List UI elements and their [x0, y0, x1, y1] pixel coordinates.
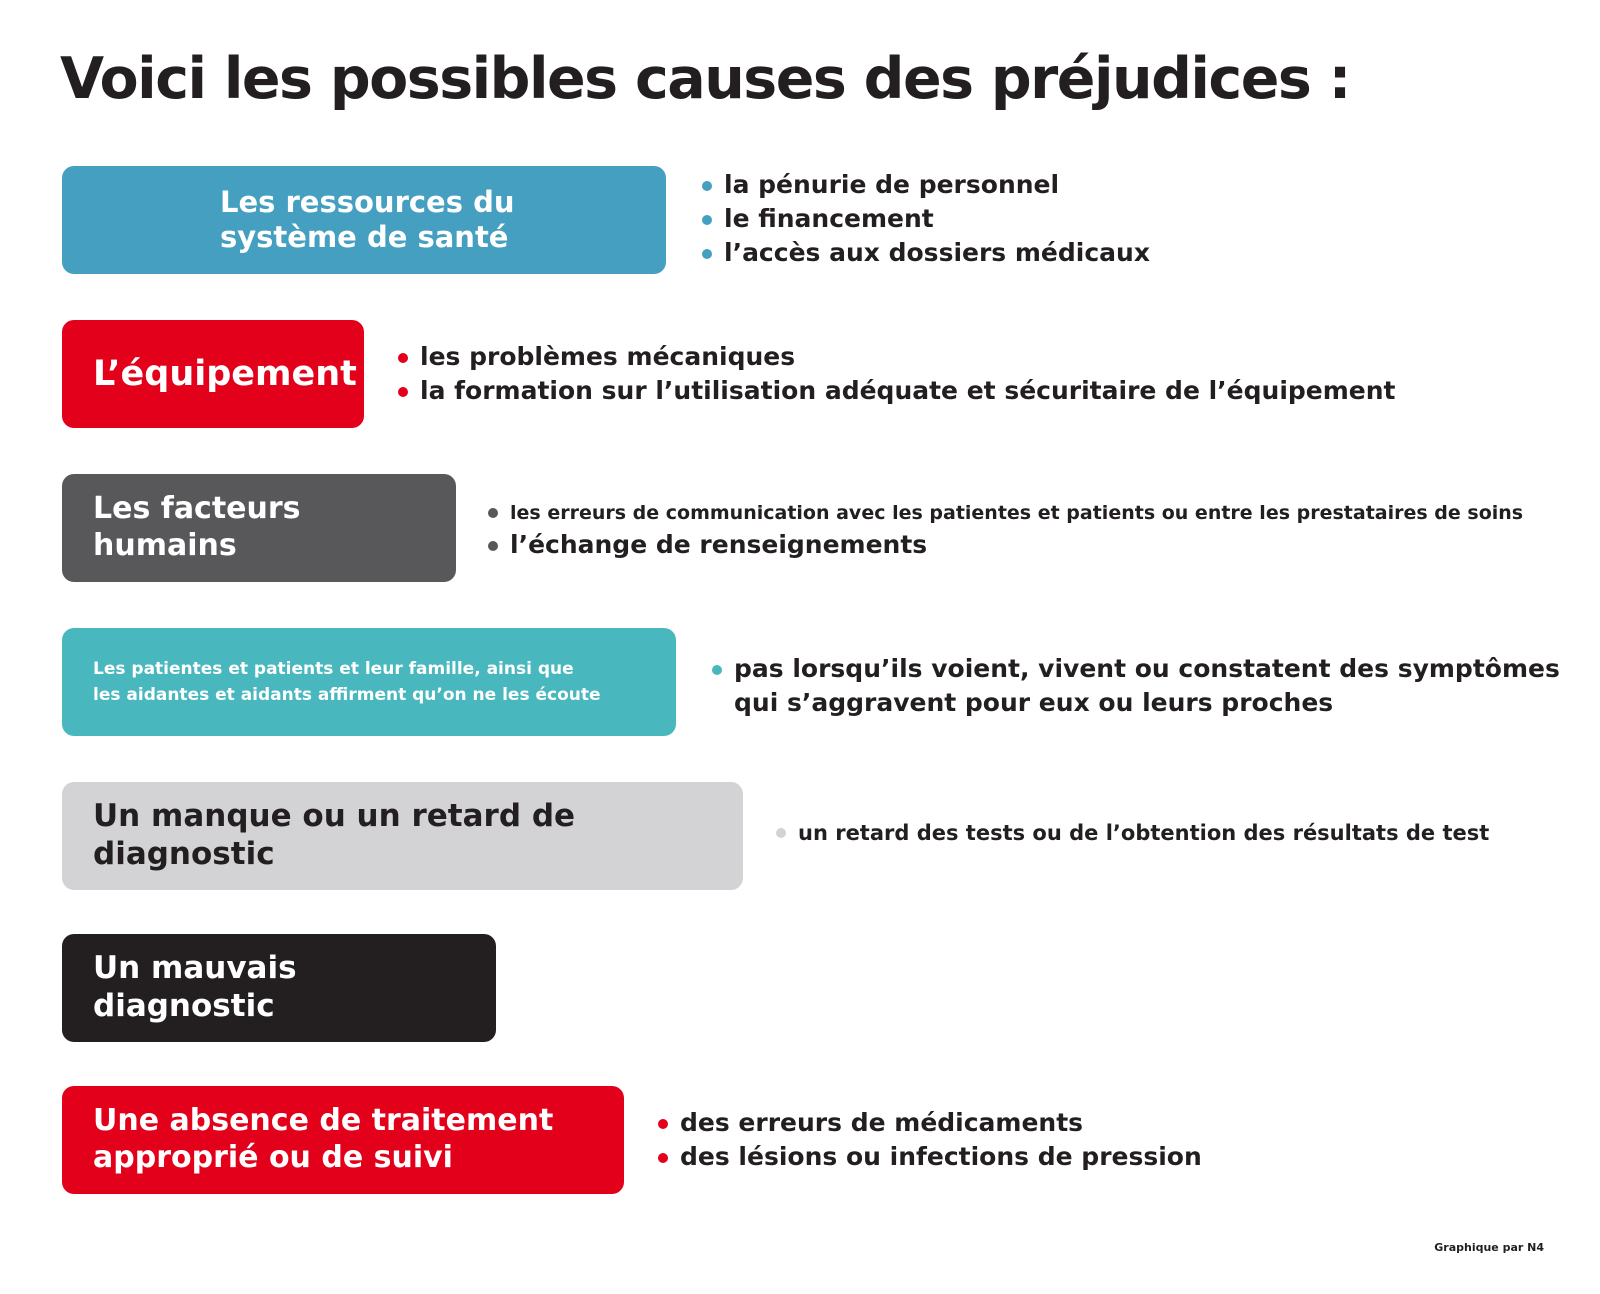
cause-row-health-system-resources	[62, 166, 1562, 274]
cause-row-misdiagnosis	[62, 934, 496, 1042]
bullet-dot-icon	[488, 508, 498, 518]
cause-row-patients-and-families	[62, 628, 1562, 736]
bullet-dot-icon	[398, 387, 408, 397]
category-label-misdiagnosis: Un mauvais diagnostic	[62, 934, 496, 1042]
bullet-list	[488, 498, 1523, 562]
category-label-missed-or-delayed-diagnosis: Un manque ou un retard de diagnostic	[62, 782, 743, 890]
category-label-health-system-resources: Les ressources du système de santé	[62, 166, 666, 274]
bullet-dot-icon	[702, 249, 712, 259]
graphic-credit: Graphique par N4	[1434, 1241, 1544, 1254]
list-item: l’accès aux dossiers médicaux	[702, 236, 1150, 270]
category-label-human-factors: Les facteurs humains	[62, 474, 456, 582]
category-label-lack-of-treatment-or-follow-up: Une absence de traitement approprié ou de suivi	[62, 1086, 624, 1194]
bullet-list	[776, 816, 1489, 850]
cause-row-equipment	[62, 320, 1562, 428]
bullet-dot-icon	[712, 665, 722, 675]
list-item: des lésions ou infections de pression	[658, 1140, 1202, 1174]
category-label-patients-and-families: Les patientes et patients et leur famille, ainsi que les aidantes et aidants affirment qu’on ne les écoute	[62, 628, 676, 736]
bullet-dot-icon	[658, 1119, 668, 1129]
list-item: la pénurie de personnel	[702, 168, 1150, 202]
cause-row-missed-or-delayed-diagnosis	[62, 782, 1562, 890]
cause-row-lack-of-treatment-or-follow-up	[62, 1086, 1562, 1194]
cause-row-human-factors	[62, 474, 1562, 582]
bullet-list	[712, 652, 1560, 720]
bullet-list	[658, 1106, 1202, 1174]
bullet-list	[398, 340, 1396, 408]
list-item: les erreurs de communication avec les patientes et patients ou entre les prestataires de soins	[488, 498, 1523, 528]
list-item: le financement	[702, 202, 1150, 236]
bullet-dot-icon	[488, 541, 498, 551]
list-item: pas lorsqu’ils voient, vivent ou constatent des symptômes qui s’aggravent pour eux ou leurs proches	[712, 652, 1560, 720]
bullet-dot-icon	[398, 353, 408, 363]
list-item: la formation sur l’utilisation adéquate et sécuritaire de l’équipement	[398, 374, 1396, 408]
category-label-equipment: L’équipement	[62, 320, 364, 428]
list-item: des erreurs de médicaments	[658, 1106, 1202, 1140]
bullet-dot-icon	[776, 828, 786, 838]
list-item: un retard des tests ou de l’obtention des résultats de test	[776, 816, 1489, 850]
list-item: l’échange de renseignements	[488, 528, 1523, 562]
list-item: les problèmes mécaniques	[398, 340, 1396, 374]
bullet-dot-icon	[702, 215, 712, 225]
bullet-dot-icon	[702, 181, 712, 191]
bullet-dot-icon	[658, 1153, 668, 1163]
bullet-list	[702, 168, 1150, 270]
page-title: Voici les possibles causes des préjudices :	[60, 46, 1350, 112]
